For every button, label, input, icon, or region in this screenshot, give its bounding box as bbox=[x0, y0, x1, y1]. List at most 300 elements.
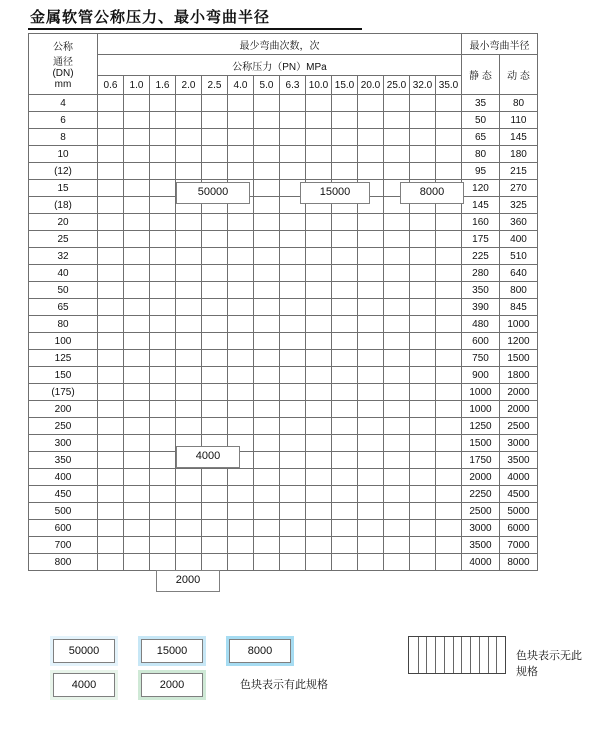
spec-cell-6-0 bbox=[98, 197, 124, 214]
spec-cell-27-8 bbox=[306, 554, 332, 571]
radius-dynamic-value: 5000 bbox=[500, 503, 538, 520]
radius-static-value: 350 bbox=[462, 282, 500, 299]
spec-cell-5-1 bbox=[124, 180, 150, 197]
spec-cell-25-9 bbox=[332, 520, 358, 537]
radius-dynamic-value: 800 bbox=[500, 282, 538, 299]
spec-cell-18-6 bbox=[254, 401, 280, 418]
spec-cell-17-10 bbox=[358, 384, 384, 401]
table-row bbox=[29, 146, 538, 163]
spec-cell-17-4 bbox=[202, 384, 228, 401]
spec-cell-6-2 bbox=[150, 197, 176, 214]
spec-cell-16-13 bbox=[436, 367, 462, 384]
spec-cell-0-10 bbox=[358, 95, 384, 112]
dn-label: 32 bbox=[29, 248, 98, 265]
spec-cell-2-11 bbox=[384, 129, 410, 146]
spec-cell-4-6 bbox=[254, 163, 280, 180]
legend-swatch-2000 bbox=[138, 670, 206, 700]
spec-cell-9-1 bbox=[124, 248, 150, 265]
radius-dynamic-header: 动 态 bbox=[500, 55, 538, 95]
spec-cell-4-10 bbox=[358, 163, 384, 180]
hatch-line bbox=[479, 637, 480, 673]
table-row bbox=[29, 486, 538, 503]
spec-cell-14-5 bbox=[228, 333, 254, 350]
spec-cell-4-1 bbox=[124, 163, 150, 180]
table-row bbox=[29, 129, 538, 146]
spec-cell-7-13 bbox=[436, 214, 462, 231]
radius-dynamic-value: 360 bbox=[500, 214, 538, 231]
spec-cell-1-2 bbox=[150, 112, 176, 129]
spec-cell-2-1 bbox=[124, 129, 150, 146]
spec-cell-16-5 bbox=[228, 367, 254, 384]
table-row bbox=[29, 350, 538, 367]
spec-cell-0-7 bbox=[280, 95, 306, 112]
spec-cell-9-12 bbox=[410, 248, 436, 265]
spec-cell-15-0 bbox=[98, 350, 124, 367]
header-row-1 bbox=[29, 34, 538, 55]
spec-cell-23-0 bbox=[98, 486, 124, 503]
radius-dynamic-value: 640 bbox=[500, 265, 538, 282]
spec-cell-19-13 bbox=[436, 418, 462, 435]
spec-cell-1-9 bbox=[332, 112, 358, 129]
radius-static-value: 2000 bbox=[462, 469, 500, 486]
spec-cell-1-4 bbox=[202, 112, 228, 129]
spec-cell-26-10 bbox=[358, 537, 384, 554]
spec-cell-11-12 bbox=[410, 282, 436, 299]
spec-cell-8-12 bbox=[410, 231, 436, 248]
table-row bbox=[29, 299, 538, 316]
dn-label: 300 bbox=[29, 435, 98, 452]
legend-label-2000: 2000 bbox=[141, 673, 203, 697]
radius-dynamic-value: 4000 bbox=[500, 469, 538, 486]
spec-cell-9-8 bbox=[306, 248, 332, 265]
spec-cell-13-9 bbox=[332, 316, 358, 333]
spec-cell-10-6 bbox=[254, 265, 280, 282]
dn-label: 65 bbox=[29, 299, 98, 316]
spec-cell-26-1 bbox=[124, 537, 150, 554]
dn-label: (12) bbox=[29, 163, 98, 180]
spec-cell-17-3 bbox=[176, 384, 202, 401]
page-title: 金属软管公称压力、最小弯曲半径 bbox=[30, 8, 271, 26]
spec-cell-4-8 bbox=[306, 163, 332, 180]
radius-dynamic-value: 325 bbox=[500, 197, 538, 214]
spec-cell-25-5 bbox=[228, 520, 254, 537]
legend-rows bbox=[50, 636, 590, 704]
spec-cell-21-0 bbox=[98, 452, 124, 469]
spec-cell-14-13 bbox=[436, 333, 462, 350]
dn-header-cell bbox=[29, 34, 98, 95]
spec-cell-9-4 bbox=[202, 248, 228, 265]
spec-table bbox=[28, 33, 538, 571]
spec-cell-21-1 bbox=[124, 452, 150, 469]
spec-cell-24-6 bbox=[254, 503, 280, 520]
spec-cell-4-11 bbox=[384, 163, 410, 180]
pressure-values-row bbox=[29, 76, 538, 95]
spec-cell-1-10 bbox=[358, 112, 384, 129]
spec-cell-15-4 bbox=[202, 350, 228, 367]
spec-cell-19-4 bbox=[202, 418, 228, 435]
spec-cell-26-11 bbox=[384, 537, 410, 554]
spec-cell-3-1 bbox=[124, 146, 150, 163]
spec-cell-23-4 bbox=[202, 486, 228, 503]
radius-static-value: 480 bbox=[462, 316, 500, 333]
spec-cell-10-2 bbox=[150, 265, 176, 282]
spec-cell-22-5 bbox=[228, 469, 254, 486]
pressure-value-12: 32.0 bbox=[410, 76, 436, 95]
spec-cell-4-9 bbox=[332, 163, 358, 180]
spec-cell-25-12 bbox=[410, 520, 436, 537]
spec-cell-4-7 bbox=[280, 163, 306, 180]
spec-cell-20-10 bbox=[358, 435, 384, 452]
dn-label: 15 bbox=[29, 180, 98, 197]
dn-header-line4: mm bbox=[54, 79, 72, 90]
radius-dynamic-value: 270 bbox=[500, 180, 538, 197]
spec-cell-20-8 bbox=[306, 435, 332, 452]
radius-static-value: 225 bbox=[462, 248, 500, 265]
spec-cell-13-11 bbox=[384, 316, 410, 333]
spec-cell-12-6 bbox=[254, 299, 280, 316]
spec-cell-16-2 bbox=[150, 367, 176, 384]
spec-cell-16-11 bbox=[384, 367, 410, 384]
spec-cell-10-12 bbox=[410, 265, 436, 282]
legend-swatch-8000 bbox=[226, 636, 294, 666]
spec-cell-27-12 bbox=[410, 554, 436, 571]
spec-cell-7-10 bbox=[358, 214, 384, 231]
spec-cell-18-13 bbox=[436, 401, 462, 418]
spec-cell-0-6 bbox=[254, 95, 280, 112]
spec-cell-21-2 bbox=[150, 452, 176, 469]
spec-cell-16-12 bbox=[410, 367, 436, 384]
spec-cell-0-0 bbox=[98, 95, 124, 112]
table-row bbox=[29, 520, 538, 537]
radius-dynamic-value: 1200 bbox=[500, 333, 538, 350]
spec-cell-10-3 bbox=[176, 265, 202, 282]
spec-cell-16-10 bbox=[358, 367, 384, 384]
spec-cell-3-3 bbox=[176, 146, 202, 163]
radius-static-value: 1750 bbox=[462, 452, 500, 469]
spec-cell-16-8 bbox=[306, 367, 332, 384]
spec-cell-21-7 bbox=[280, 452, 306, 469]
spec-cell-7-1 bbox=[124, 214, 150, 231]
spec-cell-7-11 bbox=[384, 214, 410, 231]
spec-cell-24-10 bbox=[358, 503, 384, 520]
spec-cell-9-0 bbox=[98, 248, 124, 265]
spec-cell-12-12 bbox=[410, 299, 436, 316]
spec-cell-2-13 bbox=[436, 129, 462, 146]
dn-label: 500 bbox=[29, 503, 98, 520]
spec-cell-24-9 bbox=[332, 503, 358, 520]
spec-cell-17-6 bbox=[254, 384, 280, 401]
table-row bbox=[29, 214, 538, 231]
spec-cell-24-3 bbox=[176, 503, 202, 520]
spec-cell-19-1 bbox=[124, 418, 150, 435]
spec-cell-0-4 bbox=[202, 95, 228, 112]
spec-cell-25-2 bbox=[150, 520, 176, 537]
radius-dynamic-value: 3000 bbox=[500, 435, 538, 452]
radius-dynamic-value: 1000 bbox=[500, 316, 538, 333]
spec-cell-14-6 bbox=[254, 333, 280, 350]
spec-cell-14-10 bbox=[358, 333, 384, 350]
spec-cell-17-5 bbox=[228, 384, 254, 401]
spec-cell-0-3 bbox=[176, 95, 202, 112]
header-row-2 bbox=[29, 55, 538, 76]
spec-cell-8-10 bbox=[358, 231, 384, 248]
spec-cell-8-5 bbox=[228, 231, 254, 248]
spec-cell-24-1 bbox=[124, 503, 150, 520]
spec-cell-25-1 bbox=[124, 520, 150, 537]
spec-cell-16-4 bbox=[202, 367, 228, 384]
radius-static-value: 1000 bbox=[462, 401, 500, 418]
dn-label: 450 bbox=[29, 486, 98, 503]
radius-static-value: 175 bbox=[462, 231, 500, 248]
spec-cell-26-8 bbox=[306, 537, 332, 554]
spec-cell-8-9 bbox=[332, 231, 358, 248]
spec-cell-19-2 bbox=[150, 418, 176, 435]
spec-cell-18-5 bbox=[228, 401, 254, 418]
spec-cell-9-5 bbox=[228, 248, 254, 265]
spec-cell-19-3 bbox=[176, 418, 202, 435]
spec-cell-18-11 bbox=[384, 401, 410, 418]
spec-cell-23-9 bbox=[332, 486, 358, 503]
spec-cell-25-10 bbox=[358, 520, 384, 537]
spec-cell-18-4 bbox=[202, 401, 228, 418]
spec-cell-14-2 bbox=[150, 333, 176, 350]
spec-cell-15-12 bbox=[410, 350, 436, 367]
spec-cell-14-0 bbox=[98, 333, 124, 350]
legend-label-15000: 15000 bbox=[141, 639, 203, 663]
spec-cell-15-3 bbox=[176, 350, 202, 367]
radius-dynamic-value: 510 bbox=[500, 248, 538, 265]
pressure-value-0: 0.6 bbox=[98, 76, 124, 95]
hatch-line bbox=[461, 637, 462, 673]
radius-static-value: 600 bbox=[462, 333, 500, 350]
spec-cell-26-5 bbox=[228, 537, 254, 554]
spec-cell-4-4 bbox=[202, 163, 228, 180]
spec-cell-17-0 bbox=[98, 384, 124, 401]
spec-cell-1-7 bbox=[280, 112, 306, 129]
spec-cell-21-8 bbox=[306, 452, 332, 469]
pressure-value-9: 15.0 bbox=[332, 76, 358, 95]
spec-cell-18-9 bbox=[332, 401, 358, 418]
spec-cell-14-11 bbox=[384, 333, 410, 350]
spec-cell-24-4 bbox=[202, 503, 228, 520]
spec-cell-5-6 bbox=[254, 180, 280, 197]
value-badge-15000: 15000 bbox=[300, 182, 370, 204]
spec-cell-0-1 bbox=[124, 95, 150, 112]
spec-cell-11-10 bbox=[358, 282, 384, 299]
dn-label: 100 bbox=[29, 333, 98, 350]
spec-cell-6-6 bbox=[254, 197, 280, 214]
hatch-line bbox=[453, 637, 454, 673]
spec-cell-15-5 bbox=[228, 350, 254, 367]
radius-dynamic-value: 80 bbox=[500, 95, 538, 112]
spec-cell-24-7 bbox=[280, 503, 306, 520]
radius-dynamic-value: 145 bbox=[500, 129, 538, 146]
spec-cell-22-12 bbox=[410, 469, 436, 486]
spec-cell-23-12 bbox=[410, 486, 436, 503]
spec-cell-8-4 bbox=[202, 231, 228, 248]
spec-cell-3-2 bbox=[150, 146, 176, 163]
spec-cell-20-0 bbox=[98, 435, 124, 452]
spec-cell-16-7 bbox=[280, 367, 306, 384]
value-badge-4000: 4000 bbox=[176, 446, 240, 468]
dn-label: 8 bbox=[29, 129, 98, 146]
spec-cell-18-2 bbox=[150, 401, 176, 418]
spec-cell-19-8 bbox=[306, 418, 332, 435]
spec-cell-23-6 bbox=[254, 486, 280, 503]
dn-label: 350 bbox=[29, 452, 98, 469]
table-row bbox=[29, 333, 538, 350]
pressure-value-5: 4.0 bbox=[228, 76, 254, 95]
spec-cell-27-2 bbox=[150, 554, 176, 571]
spec-cell-3-0 bbox=[98, 146, 124, 163]
dn-label: 50 bbox=[29, 282, 98, 299]
radius-static-header: 静 态 bbox=[462, 55, 500, 95]
spec-cell-13-1 bbox=[124, 316, 150, 333]
dn-label: 150 bbox=[29, 367, 98, 384]
value-badge-50000: 50000 bbox=[176, 182, 250, 204]
dn-label: 125 bbox=[29, 350, 98, 367]
spec-cell-13-3 bbox=[176, 316, 202, 333]
radius-static-value: 50 bbox=[462, 112, 500, 129]
spec-cell-17-2 bbox=[150, 384, 176, 401]
spec-cell-26-6 bbox=[254, 537, 280, 554]
spec-cell-12-2 bbox=[150, 299, 176, 316]
radius-static-value: 95 bbox=[462, 163, 500, 180]
spec-cell-12-0 bbox=[98, 299, 124, 316]
radius-dynamic-value: 6000 bbox=[500, 520, 538, 537]
spec-cell-0-8 bbox=[306, 95, 332, 112]
legend-row-green bbox=[50, 670, 590, 704]
spec-cell-24-11 bbox=[384, 503, 410, 520]
spec-cell-1-11 bbox=[384, 112, 410, 129]
spec-cell-13-6 bbox=[254, 316, 280, 333]
spec-cell-21-12 bbox=[410, 452, 436, 469]
spec-cell-9-6 bbox=[254, 248, 280, 265]
pressure-value-10: 20.0 bbox=[358, 76, 384, 95]
hatch-line bbox=[496, 637, 497, 673]
spec-cell-3-9 bbox=[332, 146, 358, 163]
spec-cell-13-2 bbox=[150, 316, 176, 333]
spec-cell-10-10 bbox=[358, 265, 384, 282]
spec-cell-2-10 bbox=[358, 129, 384, 146]
spec-cell-3-7 bbox=[280, 146, 306, 163]
spec-cell-11-11 bbox=[384, 282, 410, 299]
spec-cell-10-13 bbox=[436, 265, 462, 282]
radius-static-value: 1250 bbox=[462, 418, 500, 435]
radius-dynamic-value: 1500 bbox=[500, 350, 538, 367]
spec-cell-11-13 bbox=[436, 282, 462, 299]
table-row bbox=[29, 469, 538, 486]
spec-cell-3-6 bbox=[254, 146, 280, 163]
table-row bbox=[29, 231, 538, 248]
spec-cell-18-8 bbox=[306, 401, 332, 418]
spec-cell-27-6 bbox=[254, 554, 280, 571]
spec-cell-19-11 bbox=[384, 418, 410, 435]
table-row bbox=[29, 554, 538, 571]
spec-cell-7-9 bbox=[332, 214, 358, 231]
spec-cell-27-5 bbox=[228, 554, 254, 571]
spec-cell-14-1 bbox=[124, 333, 150, 350]
table-row bbox=[29, 452, 538, 469]
radius-static-value: 750 bbox=[462, 350, 500, 367]
spec-cell-8-13 bbox=[436, 231, 462, 248]
spec-cell-27-13 bbox=[436, 554, 462, 571]
radius-static-value: 145 bbox=[462, 197, 500, 214]
spec-cell-16-1 bbox=[124, 367, 150, 384]
spec-cell-18-0 bbox=[98, 401, 124, 418]
radius-dynamic-value: 3500 bbox=[500, 452, 538, 469]
spec-cell-14-9 bbox=[332, 333, 358, 350]
radius-static-value: 280 bbox=[462, 265, 500, 282]
spec-cell-2-5 bbox=[228, 129, 254, 146]
value-badge-8000: 8000 bbox=[400, 182, 464, 204]
spec-cell-8-6 bbox=[254, 231, 280, 248]
spec-cell-11-7 bbox=[280, 282, 306, 299]
spec-cell-27-0 bbox=[98, 554, 124, 571]
spec-cell-21-11 bbox=[384, 452, 410, 469]
spec-cell-22-4 bbox=[202, 469, 228, 486]
spec-cell-13-7 bbox=[280, 316, 306, 333]
spec-cell-11-8 bbox=[306, 282, 332, 299]
spec-cell-26-7 bbox=[280, 537, 306, 554]
spec-cell-8-11 bbox=[384, 231, 410, 248]
table-row bbox=[29, 95, 538, 112]
spec-cell-21-10 bbox=[358, 452, 384, 469]
dn-label: (175) bbox=[29, 384, 98, 401]
legend-label-4000: 4000 bbox=[53, 673, 115, 697]
radius-dynamic-value: 845 bbox=[500, 299, 538, 316]
spec-cell-11-3 bbox=[176, 282, 202, 299]
spec-cell-11-1 bbox=[124, 282, 150, 299]
pressure-header: 公称压力（PN）MPa bbox=[98, 55, 462, 76]
spec-cell-12-11 bbox=[384, 299, 410, 316]
spec-cell-21-13 bbox=[436, 452, 462, 469]
dn-label: 10 bbox=[29, 146, 98, 163]
pressure-value-4: 2.5 bbox=[202, 76, 228, 95]
dn-label: 200 bbox=[29, 401, 98, 418]
radius-dynamic-value: 2000 bbox=[500, 401, 538, 418]
bend-count-header: 最少弯曲次数，次 bbox=[98, 34, 462, 55]
spec-cell-25-8 bbox=[306, 520, 332, 537]
spec-cell-17-12 bbox=[410, 384, 436, 401]
spec-cell-24-13 bbox=[436, 503, 462, 520]
spec-cell-23-7 bbox=[280, 486, 306, 503]
spec-cell-22-10 bbox=[358, 469, 384, 486]
radius-dynamic-value: 4500 bbox=[500, 486, 538, 503]
spec-cell-8-1 bbox=[124, 231, 150, 248]
spec-cell-4-13 bbox=[436, 163, 462, 180]
spec-cell-22-8 bbox=[306, 469, 332, 486]
spec-cell-12-9 bbox=[332, 299, 358, 316]
spec-cell-1-6 bbox=[254, 112, 280, 129]
spec-cell-0-13 bbox=[436, 95, 462, 112]
spec-cell-15-9 bbox=[332, 350, 358, 367]
table-row bbox=[29, 384, 538, 401]
dn-label: 6 bbox=[29, 112, 98, 129]
hatch-note: 色块表示无此规格 bbox=[516, 650, 582, 678]
spec-cell-1-0 bbox=[98, 112, 124, 129]
spec-cell-19-6 bbox=[254, 418, 280, 435]
spec-cell-1-5 bbox=[228, 112, 254, 129]
spec-cell-7-12 bbox=[410, 214, 436, 231]
spec-cell-26-2 bbox=[150, 537, 176, 554]
dn-label: 250 bbox=[29, 418, 98, 435]
spec-cell-15-7 bbox=[280, 350, 306, 367]
spec-cell-12-7 bbox=[280, 299, 306, 316]
spec-cell-26-0 bbox=[98, 537, 124, 554]
dn-label: 20 bbox=[29, 214, 98, 231]
spec-cell-15-11 bbox=[384, 350, 410, 367]
